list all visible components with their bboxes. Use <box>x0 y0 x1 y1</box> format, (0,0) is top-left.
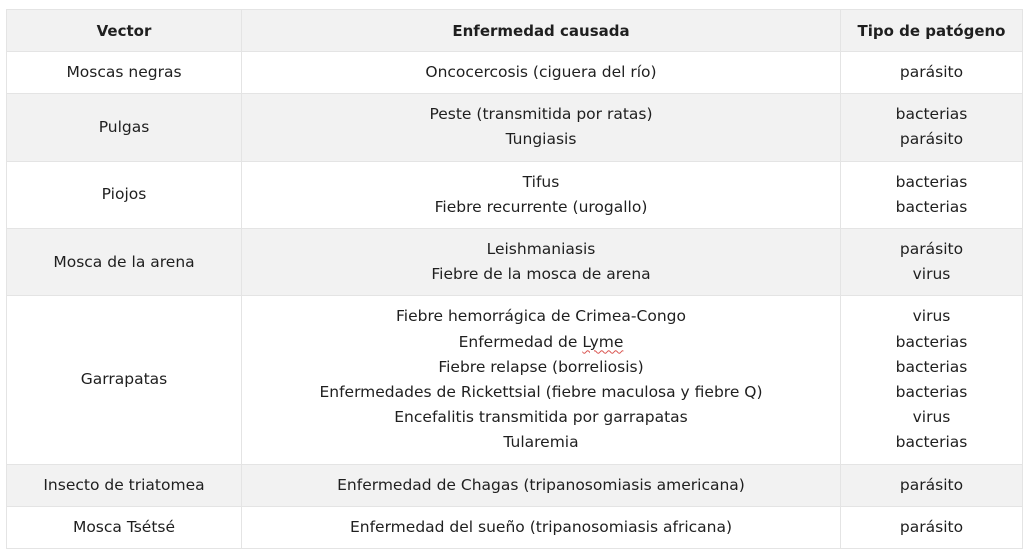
disease-cell <box>242 506 841 548</box>
table-row <box>7 296 1023 464</box>
disease-line: Fiebre relapse (borreliosis) <box>438 357 644 376</box>
pathogen-cell <box>841 506 1023 548</box>
vector-cell: Moscas negras <box>7 52 242 94</box>
pathogen-line: virus <box>912 307 951 326</box>
disease-cell <box>242 94 841 161</box>
disease-line: Enfermedad de Chagas (tripanosomiasis americana) <box>337 475 745 494</box>
disease-line: Tifus <box>522 172 560 191</box>
pathogen-cell <box>841 296 1023 464</box>
pathogen-cell <box>841 229 1023 296</box>
vector-cell: Mosca de la arena <box>7 229 242 296</box>
pathogen-cell <box>841 94 1023 161</box>
disease-cell <box>242 161 841 228</box>
pathogen-line: virus <box>912 408 951 427</box>
disease-line: Fiebre de la mosca de arena <box>431 265 651 284</box>
disease-line <box>248 330 834 355</box>
disease-line: Enfermedad del sueño (tripanosomiasis africana) <box>349 517 733 536</box>
disease-line: Leishmaniasis <box>486 240 596 259</box>
header-vector: Vector <box>7 10 242 52</box>
vector-cell: Piojos <box>7 161 242 228</box>
disease-cell <box>242 229 841 296</box>
disease-cell <box>242 52 841 94</box>
pathogen-line: bacterias <box>895 433 968 452</box>
pathogen-line: virus <box>912 265 951 284</box>
table-row <box>7 506 1023 548</box>
disease-line: Fiebre hemorrágica de Crimea-Congo <box>396 307 686 326</box>
disease-line: Encefalitis transmitida por garrapatas <box>394 408 688 427</box>
disease-line: Enfermedades de Rickettsial (fiebre maculosa y fiebre Q) <box>319 383 763 402</box>
pathogen-line: bacterias <box>895 332 968 351</box>
pathogen-line: bacterias <box>895 105 968 124</box>
pathogen-line: bacterias <box>895 383 968 402</box>
pathogen-cell <box>841 464 1023 506</box>
header-row <box>7 10 1023 52</box>
vector-disease-table <box>6 9 1023 549</box>
disease-line: Peste (transmitida por ratas) <box>429 105 653 124</box>
table-row <box>7 94 1023 161</box>
disease-line: Fiebre recurrente (urogallo) <box>434 197 648 216</box>
pathogen-line: parásito <box>899 475 964 494</box>
header-disease: Enfermedad causada <box>242 10 841 52</box>
pathogen-line: parásito <box>899 240 964 259</box>
spellcheck-flagged-word: Lyme <box>582 332 624 351</box>
disease-line: Tungiasis <box>505 130 577 149</box>
disease-line: Tularemia <box>503 433 579 452</box>
vector-disease-table-container <box>6 9 1022 549</box>
pathogen-line: bacterias <box>895 197 968 216</box>
vector-cell: Pulgas <box>7 94 242 161</box>
vector-cell: Garrapatas <box>7 296 242 464</box>
disease-line-prefix: Enfermedad de <box>458 332 583 351</box>
vector-cell: Insecto de triatomea <box>7 464 242 506</box>
vector-cell: Mosca Tsétsé <box>7 506 242 548</box>
pathogen-line: bacterias <box>895 357 968 376</box>
disease-cell <box>242 464 841 506</box>
table-row <box>7 464 1023 506</box>
pathogen-line: bacterias <box>895 172 968 191</box>
pathogen-line: parásito <box>899 130 964 149</box>
disease-line: Oncocercosis (ciguera del río) <box>425 63 657 81</box>
pathogen-cell <box>841 161 1023 228</box>
header-pathogen-type: Tipo de patógeno <box>841 10 1023 52</box>
disease-cell <box>242 296 841 464</box>
pathogen-line: parásito <box>899 63 964 81</box>
table-row <box>7 229 1023 296</box>
pathogen-line: parásito <box>899 517 964 536</box>
table-row <box>7 52 1023 94</box>
pathogen-cell <box>841 52 1023 94</box>
table-row <box>7 161 1023 228</box>
